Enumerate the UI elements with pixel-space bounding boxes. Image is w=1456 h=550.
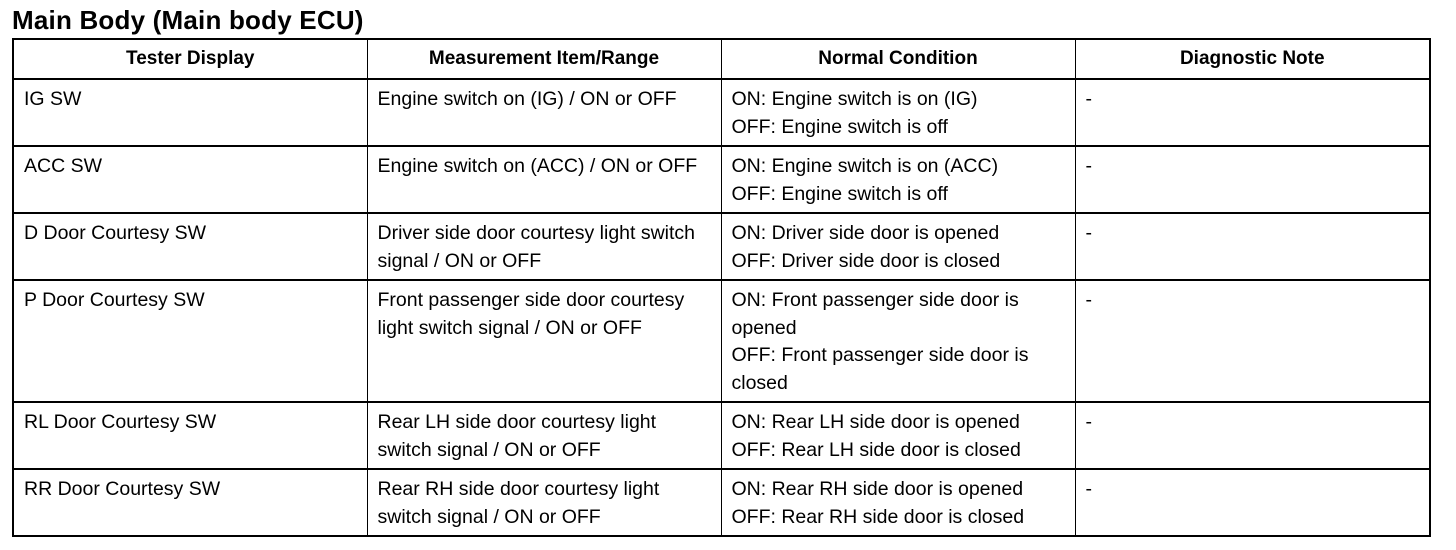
cell-measurement: Rear RH side door courtesy light switch signal / ON or OFF	[367, 469, 721, 536]
normal-off-text: OFF: Engine switch is off	[731, 182, 948, 205]
cell-measurement: Engine switch on (IG) / ON or OFF	[367, 79, 721, 146]
normal-off-text: OFF: Rear RH side door is closed	[731, 505, 1025, 528]
cell-diagnostic-note: -	[1075, 402, 1430, 469]
normal-on-text: ON: Engine switch is on (ACC)	[731, 155, 999, 177]
normal-off-text: OFF: Front passenger side door is closed	[731, 344, 1029, 394]
page-title: Main Body (Main body ECU)	[12, 5, 364, 35]
header-measurement-item: Measurement Item/Range	[367, 39, 721, 79]
cell-diagnostic-note: -	[1075, 213, 1430, 280]
table-row	[13, 469, 1430, 536]
cell-tester-display: IG SW	[13, 79, 367, 146]
cell-measurement: Front passenger side door courtesy light switch signal / ON or OFF	[367, 280, 721, 402]
normal-off-text: OFF: Driver side door is closed	[731, 249, 1001, 272]
cell-measurement: Driver side door courtesy light switch signal / ON or OFF	[367, 213, 721, 280]
header-normal-condition: Normal Condition	[721, 39, 1075, 79]
diagnostic-table	[12, 38, 1431, 537]
cell-diagnostic-note: -	[1075, 469, 1430, 536]
cell-tester-display: RR Door Courtesy SW	[13, 469, 367, 536]
table-row	[13, 213, 1430, 280]
cell-tester-display: ACC SW	[13, 146, 367, 213]
table-row	[13, 280, 1430, 402]
normal-on-text: ON: Driver side door is opened	[731, 222, 1000, 244]
normal-on-text: ON: Rear LH side door is opened	[731, 411, 1020, 433]
table-row	[13, 79, 1430, 146]
cell-normal-condition	[721, 146, 1075, 213]
cell-measurement: Rear LH side door courtesy light switch signal / ON or OFF	[367, 402, 721, 469]
cell-tester-display: RL Door Courtesy SW	[13, 402, 367, 469]
table-row	[13, 146, 1430, 213]
cell-normal-condition	[721, 79, 1075, 146]
cell-normal-condition	[721, 213, 1075, 280]
normal-off-text: OFF: Engine switch is off	[731, 115, 948, 138]
cell-normal-condition	[721, 469, 1075, 536]
normal-off-text: OFF: Rear LH side door is closed	[731, 438, 1021, 461]
cell-measurement: Engine switch on (ACC) / ON or OFF	[367, 146, 721, 213]
normal-on-text: ON: Rear RH side door is opened	[731, 478, 1024, 500]
table-row	[13, 402, 1430, 469]
cell-normal-condition	[721, 402, 1075, 469]
cell-tester-display: D Door Courtesy SW	[13, 213, 367, 280]
cell-diagnostic-note: -	[1075, 280, 1430, 402]
cell-normal-condition	[721, 280, 1075, 402]
table-header-row	[13, 39, 1430, 79]
cell-diagnostic-note: -	[1075, 146, 1430, 213]
normal-on-text: ON: Engine switch is on (IG)	[731, 88, 978, 110]
cell-tester-display: P Door Courtesy SW	[13, 280, 367, 402]
normal-on-text: ON: Front passenger side door is opened	[731, 289, 1019, 339]
cell-diagnostic-note: -	[1075, 79, 1430, 146]
header-diagnostic-note: Diagnostic Note	[1075, 39, 1430, 79]
header-tester-display: Tester Display	[13, 39, 367, 79]
